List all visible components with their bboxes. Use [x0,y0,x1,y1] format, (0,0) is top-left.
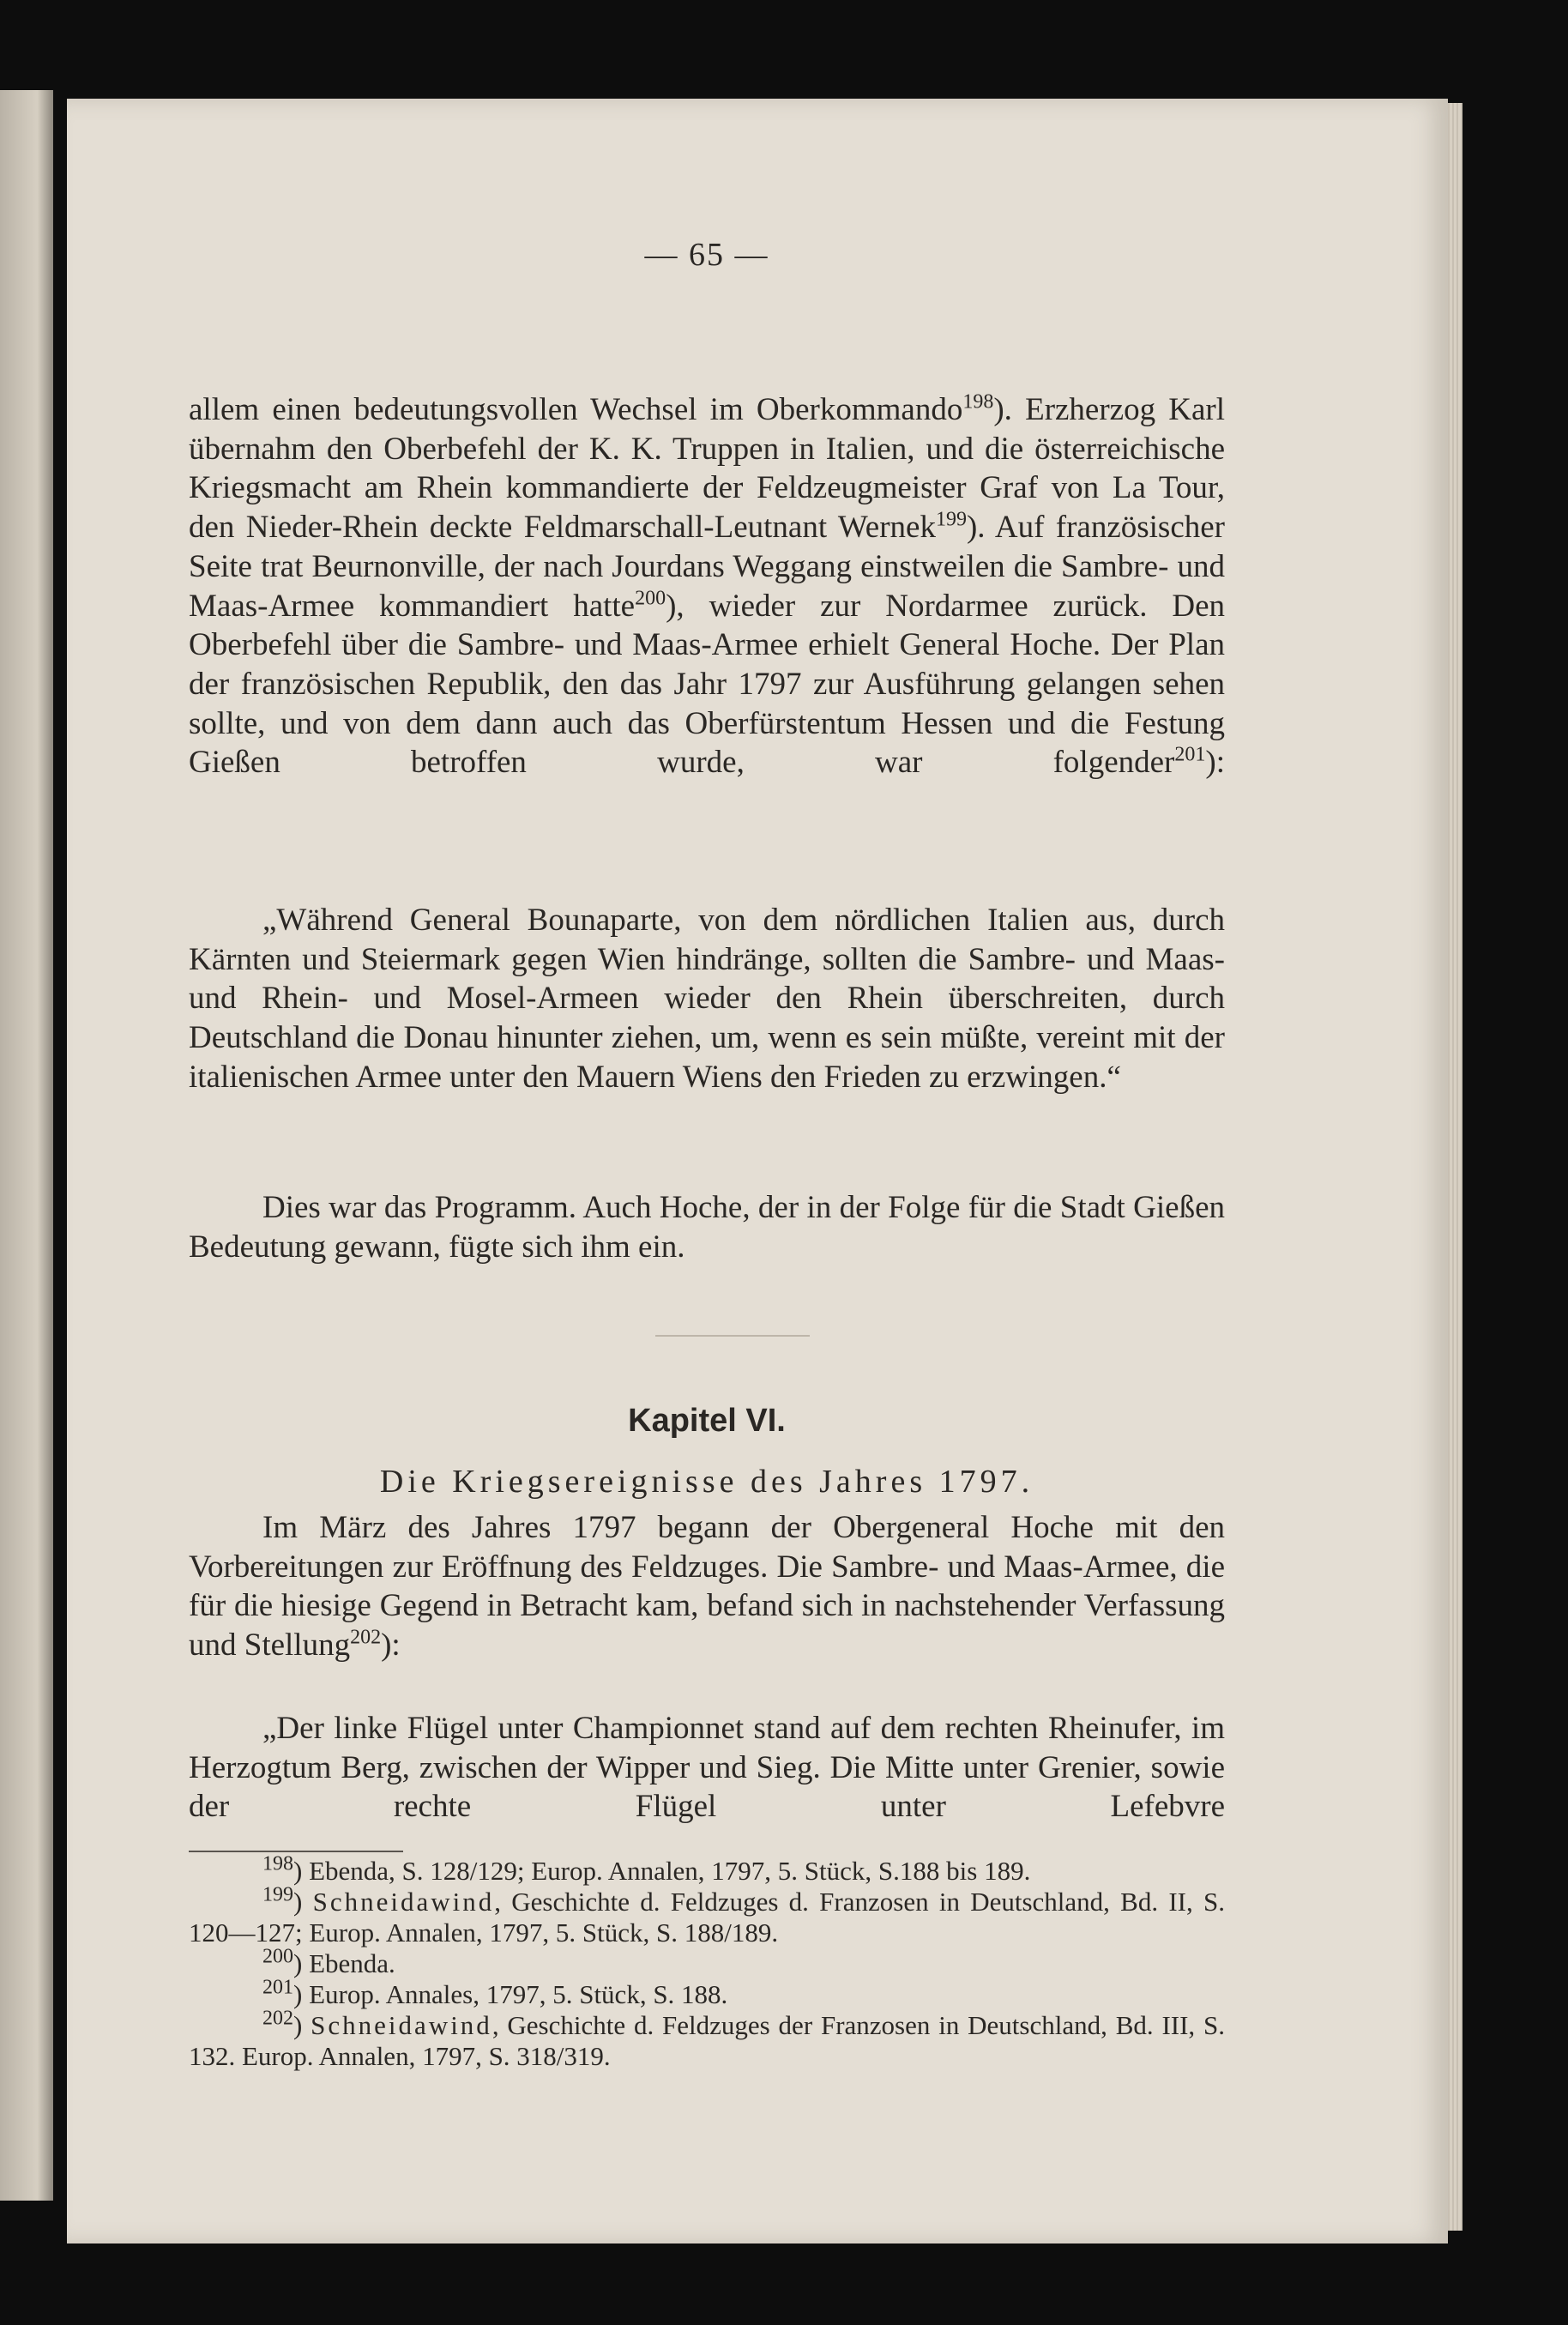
paragraph-1 [189,390,1225,782]
paragraph-3: Dies war das Programm. Auch Hoche, der in der Folge für die Stadt Gießen Bedeutung gewann, fügte sich ihm ein. [189,1190,1225,1265]
chapter-quote-paragraph: „Der linke Flügel unter Championnet stand auf dem rechten Rheinufer, im Herzogtum Berg, zwischen der Wipper und Sieg. Die Mitte unter Grenier, sowie der rechte Flügel unter Lefebvre [189,1711,1225,1825]
footnote-text: , Geschichte d. Feldzuges d. Franzosen in Deutschland, Bd. II, S. 120—127; Europ. Annalen, 1797, 5. Stück, S. 188/189. [189,1887,1226,1948]
chapter-paragraph-1 [189,1508,1225,1665]
footnote-number: 200 [262,1945,293,1968]
footnote-202: $^{202}$) Schneidawind, Geschichte d. Feldzuges der Franzosen in Deutschland, Bd. III, S. 132. Europ. Annalen, 1797, S. 318/319. [189,2007,1226,2071]
p1-text-3: ). Auf französischer Seite trat Beurnonville, der nach Jourdans Weggang einstweilen die Sambre- und Maas-Armee kommandiert hatte [189,510,1225,624]
p1-text-1: allem einen bedeutungsvollen Wechsel im Oberkommando [189,392,963,427]
page-number: — 65 — [644,237,769,273]
c1-text-2: ): [381,1628,401,1664]
footnote-ref-201: 201 [1174,744,1206,766]
footnote-200 [189,1945,1225,1979]
p1-text-4: ), wieder zur Nordarmee zurück. Den Oberbefehl über die Sambre- und Maas-Armee erhielt General Hoche. Der Plan der französischen Republik, den das Jahr 1797 zur Ausführung gelangen sehen sollte, und von dem dann auch das Oberfürstentum Hessen und die Festung Gießen betroffen wurde, war folgender [189,588,1226,781]
adjacent-page-edge [0,90,53,2201]
quote-paragraph: „Während General Bounaparte, von dem nördlichen Italien aus, durch Kärnten und Steiermark gegen Wien hindränge, sollten die Sambre- und Maas- und Rhein- und Mosel-Armeen wieder den Rhein überschreiten, durch Deutschland die Donau hinunter ziehen, um, wenn es sein müßte, vereint mit der italienischen Armee unter den Mauern Wiens den Frieden zu erzwingen.“ [189,903,1225,1095]
footnote-number: 198 [262,1852,293,1875]
footnote-ref-202: 202 [350,1626,382,1649]
book-page [67,99,1448,2243]
footnote-201 [189,1976,1225,2010]
footnote-number: 201 [262,1976,293,1999]
footnote-number: 199 [262,1883,293,1906]
footnote-ref-200: 200 [635,587,666,610]
chapter-heading: Kapitel VI. [628,1403,786,1439]
footnote-ref-199: 199 [935,508,967,531]
p1-text-2: ). Erzherzog Karl übernahm den Oberbefehl der K. K. Truppen in Italien, und die österreichische Kriegsmacht am Rhein kommandierte der Feldzeugmeister Graf von La Tour, den Nieder-Rhein deckte Feldmarschall-Leutnant Wernek [189,392,1226,546]
footnote-198 [189,1852,1225,1887]
p1-text-5: ): [1205,745,1225,781]
section-divider [655,1335,810,1337]
footnote-ref-198: 198 [962,390,994,414]
footnote-number: 202 [262,2007,293,2030]
footnote-text: ) Ebenda. [293,1948,395,1978]
footnote-text: ) Ebenda, S. 128/129; Europ. Annalen, 1797, 5. Stück, S.188 bis 189. [293,1856,1031,1886]
footnotes [189,1852,1226,2072]
footnote-199: $^{199}$) Schneidawind, Geschichte d. Feldzuges d. Franzosen in Deutschland, Bd. II, S. 120—127; Europ. Annalen, 1797, 5. Stück, S. 188/189. [189,1883,1226,1948]
c1-text-1: Im März des Jahres 1797 begann der Obergeneral Hoche mit den Vorbereitungen zur Eröffnung des Feldzuges. Die Sambre- und Maas-Armee, die für die hiesige Gegend in Betracht kam, befand sich in nachstehender Verfassung und Stellung [189,1510,1225,1664]
footnote-author: Schneidawind [312,1887,495,1917]
chapter-subtitle: Die Kriegsereignisse des Jahres 1797. [379,1464,1034,1500]
footnote-text: , Geschichte d. Feldzuges der Franzosen in Deutschland, Bd. III, S. 132. Europ. Annalen, 1797, S. 318/319. [189,2010,1226,2071]
footnote-author: Schneidawind [311,2010,492,2040]
footnote-text: ) Europ. Annales, 1797, 5. Stück, S. 188. [293,1979,728,2009]
footnote-rule [189,1851,403,1852]
